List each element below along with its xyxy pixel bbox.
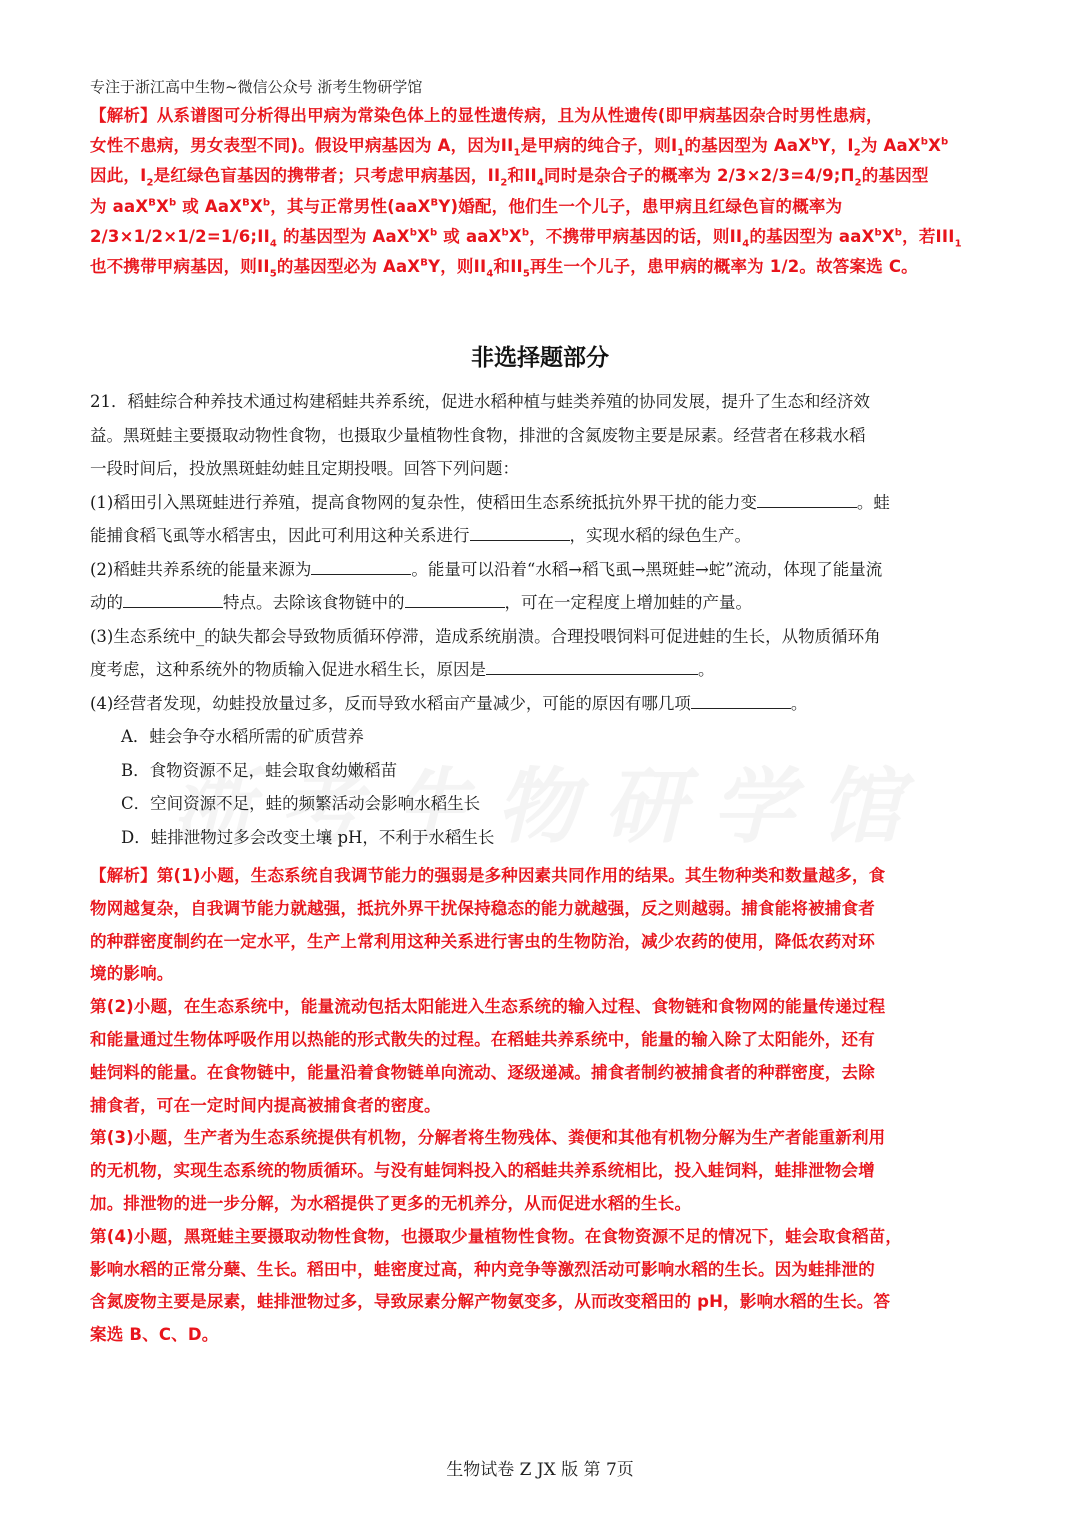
option-c: C．空间资源不足，蛙的频繁活动会影响水稻生长 — [121, 794, 481, 813]
analysis-line: 的无机物，实现生态系统的物质循环。与没有蛙饲料投入的稻蛙共养系统相比，投入蛙饲料，蛙排泄物会增 — [90, 1161, 875, 1181]
analysis-line: 女性不患病，男女表型不同)。假设甲病基因为 A，因为$II_1$是甲病的纯合子，则$I_1$的基因型为 AaX$^b$Y，$I_2$为 $AaX^bX^b$ — [90, 136, 949, 159]
analysis-tag: 【解析】 — [90, 866, 157, 885]
analysis-line: 和能量通过生物体呼吸作用以热能的形式散失的过程。在稻蛙共养系统中，能量的输入除了太阳能外，还有 — [90, 1029, 875, 1049]
analysis-line: 境的影响。 — [90, 964, 174, 984]
option-d: D．蛙排泄物过多会改变土壤 pH，不利于水稻生长 — [121, 827, 495, 847]
analysis-line: $2/3\times 1/2\times 1/2=1/6;II_4$ 的基因型为 $AaX^bX^b$ 或 $aaX^bX^b$，不携带甲病基因的话，则$II_4$的基因型为 $aaX^bX^b$，若$III_1$ — [90, 226, 962, 250]
sub-question-2-cont: 动的 特点。去除该食物链中的 ，可在一定程度上增加蛙的产量。 — [90, 586, 995, 620]
analysis-line: 的种群密度制约在一定水平，生产上常利用这种关系进行害虫的生物防治，减少农药的使用，降低农药对环 — [90, 931, 875, 951]
analysis-line: 【解析】第(1)小题，生态系统自我调节能力的强弱是多种因素共同作用的结果。其生物种类和数量越多，食 — [90, 866, 886, 885]
analysis-line: 案选 B、C、D。 — [90, 1325, 219, 1345]
question-stem: 益。黑斑蛙主要摄取动物性食物，也摄取少量植物性食物，排泄的含氮废物主要是尿素。经营者在移栽水稻 — [90, 425, 866, 445]
analysis-line: 第(2)小题，在生态系统中，能量流动包括太阳能进入生态系统的输入过程、食物链和食物网的能量传递过程 — [90, 997, 886, 1017]
bottom-analysis — [90, 860, 995, 1352]
page-header: 专注于浙江高中生物~微信公众号 浙考生物研学馆 — [90, 78, 423, 96]
question-stem: 一段时间后，投放黑斑蛙幼蛙且定期投喂。回答下列问题： — [90, 459, 519, 478]
analysis-line: 第(4)小题，黑斑蛙主要摄取动物性食物，也摄取少量植物性食物。在食物资源不足的情况下，蛙会取食稻苗， — [90, 1226, 903, 1246]
analysis-line: 捕食者，可在一定时间内提高被捕食者的密度。 — [90, 1095, 441, 1115]
sub-question-2: (2)稻蛙共养系统的能量来源为 。能量可以沿着“水稻→稻飞虱→黑斑蛙→蛇”流动，体现了能量流 — [90, 553, 995, 587]
sub-question-4: (4)经营者发现，幼蛙投放量过多，反而导致水稻亩产量减少，可能的原因有哪几项 。 — [90, 687, 995, 721]
question-stem: 21．稻蛙综合种养技术通过构建稻蛙共养系统，促进水稻种植与蛙类养殖的协同发展，提升了生态和经济效 — [90, 392, 870, 411]
analysis-line: 含氮废物主要是尿素，蛙排泄物过多，导致尿素分解产物氨变多，从而改变稻田的 pH，影响水稻的生长。答 — [90, 1292, 891, 1312]
section-title: 非选择题部分 — [471, 345, 609, 371]
analysis-line: 物网越复杂，自我调节能力就越强，抵抗外界干扰保持稳态的能力就越强，反之则越弱。捕食能将被捕食者 — [90, 898, 875, 918]
analysis-line: 因此，$I_2$是红绿色盲基因的携带者；只考虑甲病基因，$II_2$和$II_4$同时是杂合子的概率为 $2/3\times 2/3=4/9;\Pi_2$的基因型 — [90, 166, 929, 189]
question-21 — [90, 385, 995, 854]
sub-question-3: (3)生态系统中_的缺失都会导致物质循环停滞，造成系统崩溃。合理投喂饲料可促进蛙的生长，从物质循环角 — [90, 626, 881, 646]
answer-blank[interactable] — [691, 690, 791, 709]
sub-question-1: (1)稻田引入黑斑蛙进行养殖，提高食物网的复杂性，使稻田生态系统抵抗外界干扰的能力变 。蛙 — [90, 486, 995, 520]
option-a: A．蛙会争夺水稻所需的矿质营养 — [121, 727, 364, 746]
top-analysis — [90, 101, 995, 282]
answer-blank[interactable] — [405, 589, 505, 608]
analysis-line: 蛙饲料的能量。在食物链中，能量沿着食物链单向流动、逐级递减。捕食者制约被捕食者的种群密度，去除 — [90, 1062, 875, 1082]
analysis-tag: 【解析】 — [90, 106, 157, 125]
answer-blank[interactable] — [757, 489, 857, 508]
answer-blank[interactable] — [470, 522, 570, 541]
sub-question-3-cont: 度考虑，这种系统外的物质输入促进水稻生长，原因是 。 — [90, 653, 995, 687]
analysis-line: 也不携带甲病基因，则$II_5$的基因型必为 AaX$^B$Y，则$II_4$和$II_5$再生一个儿子，患甲病的概率为 1/2。故答案选 C。 — [90, 257, 918, 280]
answer-blank[interactable] — [311, 556, 411, 575]
answer-blank[interactable] — [123, 589, 223, 608]
analysis-line: 加。排泄物的进一步分解，为水稻提供了更多的无机养分，从而促进水稻的生长。 — [90, 1193, 692, 1213]
analysis-line: 第(3)小题，生产者为生态系统提供有机物，分解者将生物残体、粪便和其他有机物分解为生产者能重新利用 — [90, 1128, 886, 1148]
analysis-line: 为 $aaX^BX^b$ 或 $AaX^BX^b$，其与正常男性(aaX$^B$Y)婚配，他们生一个儿子，患甲病且红绿色盲的概率为 — [90, 196, 843, 216]
analysis-line: 【解析】从系谱图可分析得出甲病为常染色体上的显性遗传病，且为从性遗传(即甲病基因杂合时男性患病， — [90, 106, 883, 125]
analysis-line: 影响水稻的正常分蘖、生长。稻田中，蛙密度过高，种内竞争等激烈活动可影响水稻的生长。因为蛙排泄的 — [90, 1259, 875, 1279]
page-footer: 生物试卷 Z JX 版 第 7页 — [446, 1460, 634, 1480]
sub-question-1-cont: 能捕食稻飞虱等水稻害虫，因此可利用这种关系进行 ，实现水稻的绿色生产。 — [90, 519, 995, 553]
answer-blank[interactable] — [486, 656, 698, 675]
option-b: B．食物资源不足，蛙会取食幼嫩稻苗 — [121, 760, 398, 780]
